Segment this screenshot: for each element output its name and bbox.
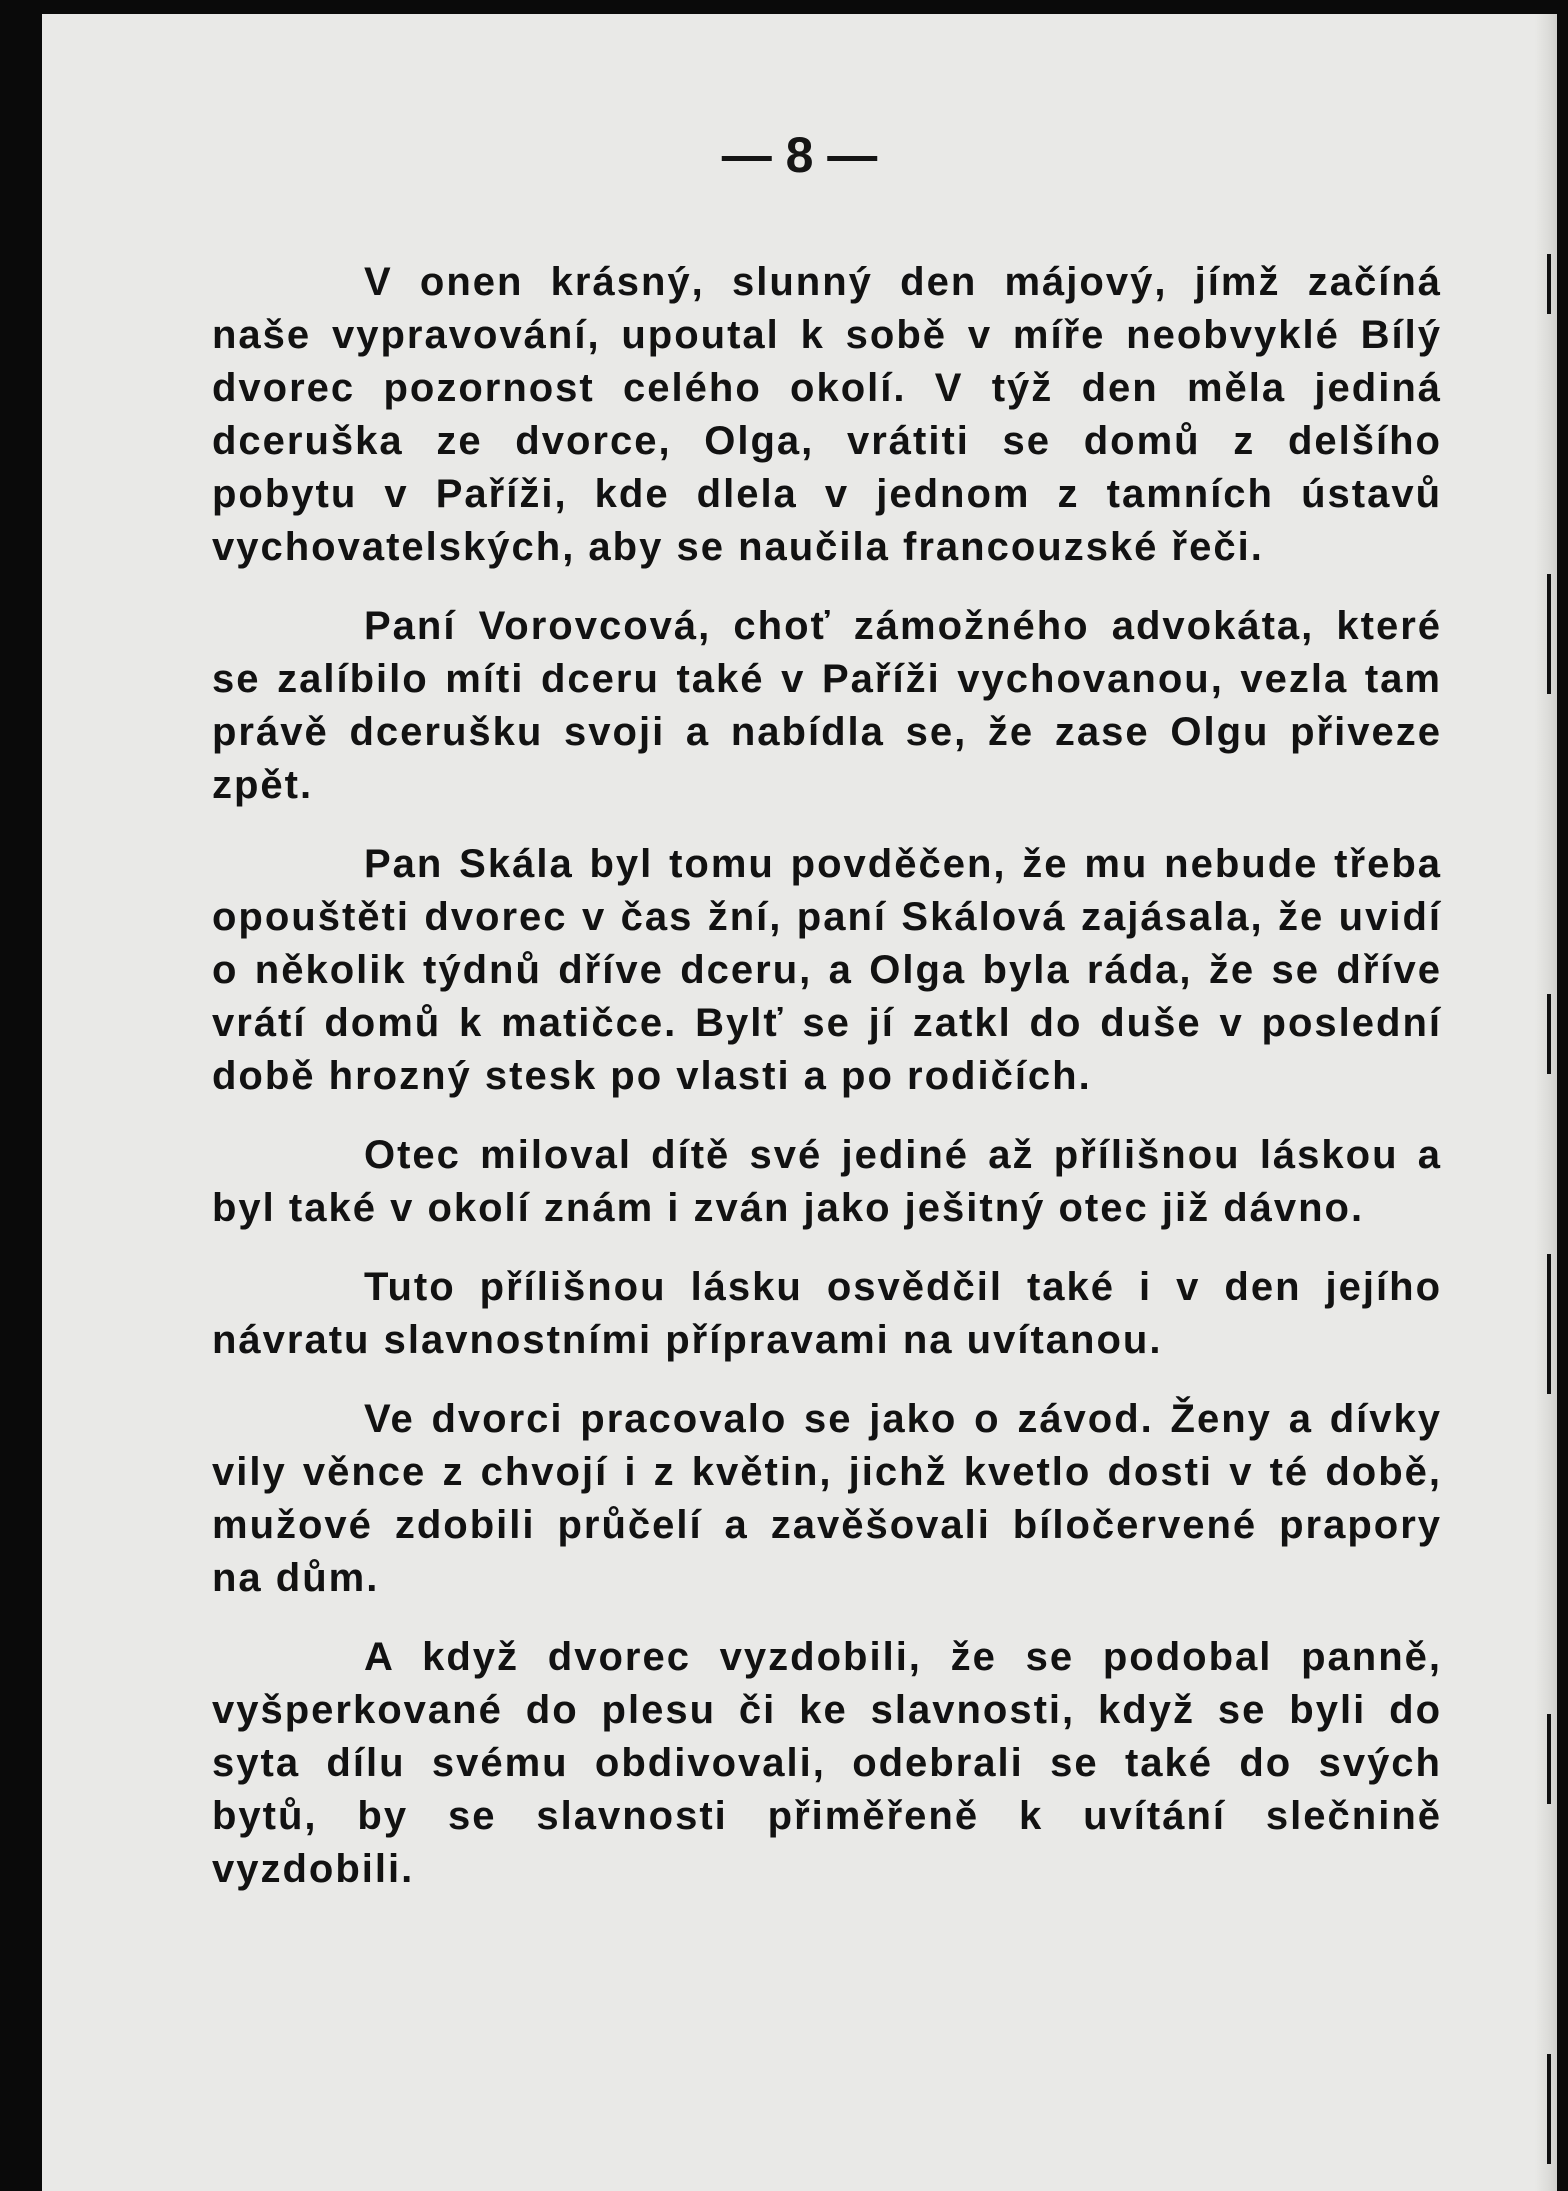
page-number: — 8 —: [721, 127, 878, 183]
paragraph: Otec miloval dítě své jediné až přílišnou láskou a byl také v okolí znám i zván jako ješitný otec již dávno.: [212, 1133, 1442, 1230]
paragraph: Pan Skála byl tomu povděčen, že mu nebude třeba opouštěti dvorec v čas žní, paní Skálová zajásala, že uvidí o několik týdnů dříve dceru, a Olga byla ráda, že se dříve vrátí domů k matičce. Bylť se jí zatkl do duše v poslední době hrozný stesk po vlasti a po rodičích.: [212, 842, 1442, 1098]
binding-mark: [1547, 574, 1551, 694]
binding-mark: [1547, 254, 1551, 314]
body-text: [212, 256, 1442, 1922]
paragraph: A když dvorec vyzdobili, že se podobal panně, vyšperkované do plesu či ke slavnosti, když se byli do syta dílu svému obdivovali, odebrali se také do svých bytů, by se slavnosti přiměřeně k uvítání slečnině vyzdobili.: [212, 1635, 1442, 1891]
binding-mark: [1547, 994, 1551, 1074]
paragraph: Paní Vorovcová, choť zámožného advokáta, které se zalíbilo míti dceru také v Paříži vychovanou, vezla tam právě dcerušku svoji a nabídla se, že zase Olgu přiveze zpět.: [212, 604, 1442, 807]
binding-mark: [1547, 2054, 1551, 2164]
binding-mark: [1547, 1254, 1551, 1394]
page-edge-shadow: [1535, 14, 1557, 2191]
binding-mark: [1547, 1714, 1551, 1804]
book-page: [42, 14, 1557, 2191]
paragraph: Tuto přílišnou lásku osvědčil také i v den jejího návratu slavnostními přípravami na uvítanou.: [212, 1265, 1442, 1362]
paragraph: Ve dvorci pracovalo se jako o závod. Ženy a dívky vily věnce z chvojí i z květin, jichž kvetlo dosti v té době, mužové zdobili průčelí a zavěšovali bíločervené prapory na dům.: [212, 1397, 1442, 1600]
paragraph: V onen krásný, slunný den májový, jímž začíná naše vypravování, upoutal k sobě v míře neobvyklé Bílý dvorec pozornost celého okolí. V týž den měla jediná dceruška ze dvorce, Olga, vrátiti se domů z delšího pobytu v Paříži, kde dlela v jednom z tamních ústavů vychovatelských, aby se naučila francouzské řeči.: [212, 260, 1442, 569]
